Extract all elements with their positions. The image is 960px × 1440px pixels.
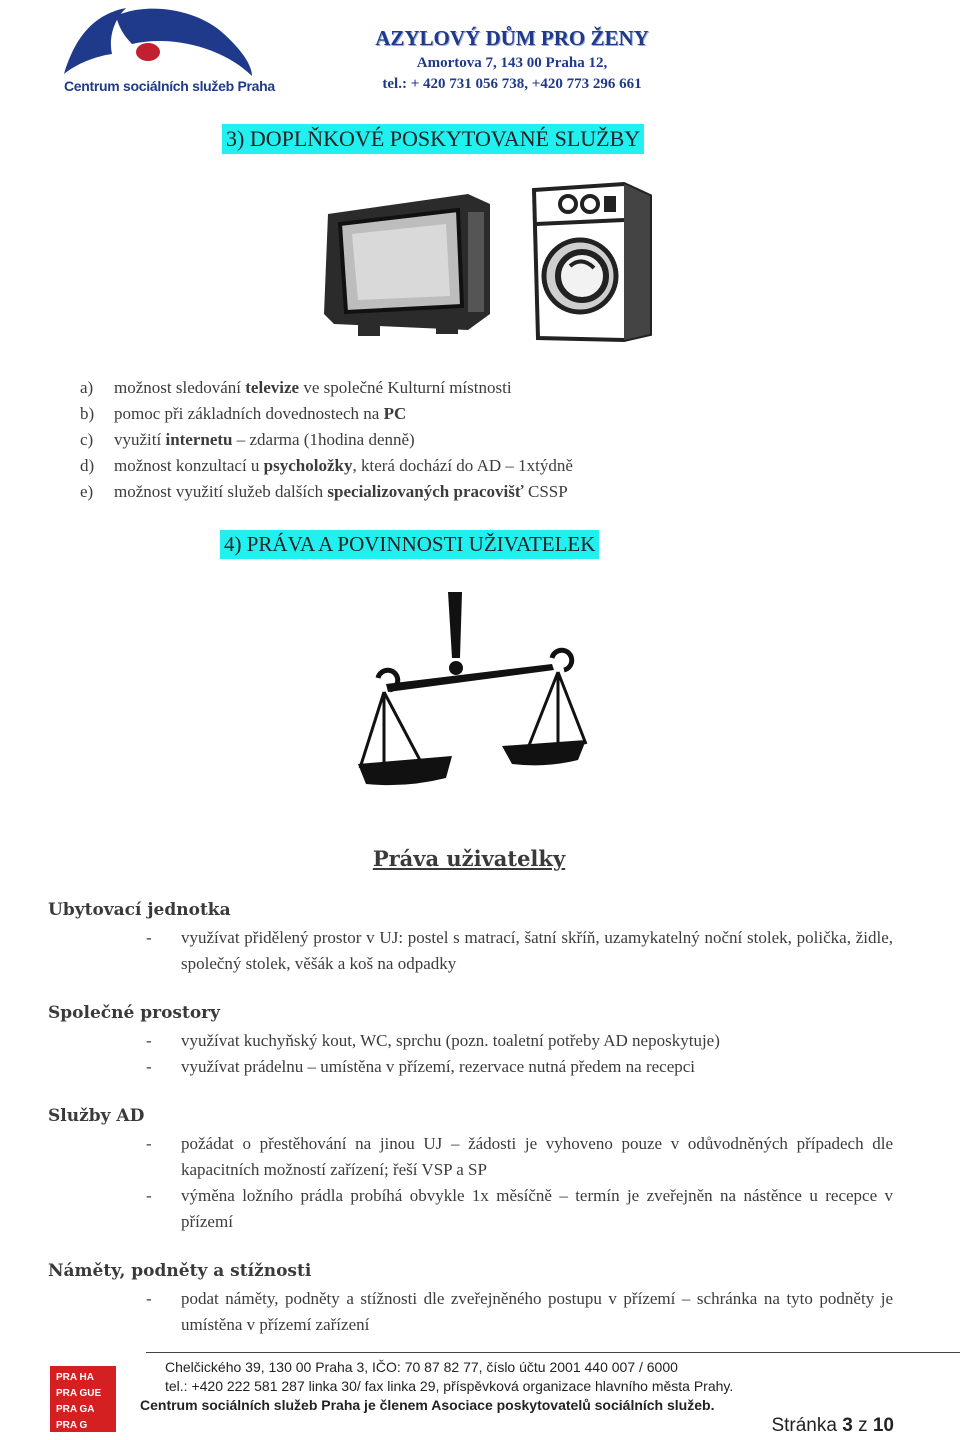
television-icon — [318, 184, 498, 342]
bullet-text: využívat prádelnu – umístěna v přízemí, rezervace nutná předem na recepci — [181, 1057, 696, 1076]
svg-text:PRA GUE: PRA GUE — [56, 1388, 102, 1399]
group-title-services: Služby AD — [48, 1106, 145, 1126]
washing-machine-icon — [524, 180, 658, 344]
header-phone: tel.: + 420 731 056 738, +420 773 296 661 — [382, 76, 642, 92]
bullet-text: podat náměty, podněty a stížnosti dle zveřejněného postupu v přízemí – schránka na tyto podněty je umístěna v přízemí zařízení — [181, 1289, 893, 1334]
section-heading-services: 3) DOPLŇKOVÉ POSKYTOVANÉ SLUŽBY — [222, 124, 644, 154]
list-item: c) využití internetu – zdarma (1hodina denně) — [80, 430, 415, 449]
footer-contact: tel.: +420 222 581 287 linka 30/ fax linka 29, příspěvková organizace hlavního města Prahy. — [165, 1378, 734, 1394]
bullet-text: využívat přidělený prostor v UJ: postel s matrací, šatní skříň, uzamykatelný noční stolek, polička, židle, společný stolek, věšák a koš na odpadky — [181, 928, 893, 973]
logo-text: Centrum sociálních služeb Praha — [64, 78, 275, 94]
footer-membership: Centrum sociálních služeb Praha je členem Asociace poskytovatelů sociálních služeb. — [140, 1397, 715, 1413]
scales-of-justice-icon — [356, 588, 588, 794]
praha-logo-graphic — [50, 1366, 116, 1432]
group-title-common: Společné prostory — [48, 1003, 221, 1023]
footer-address: Chelčického 39, 130 00 Praha 3, IČO: 70 87 82 77, číslo účtu 2001 440 007 / 6000 — [165, 1359, 678, 1375]
section-heading-rights: 4) PRÁVA A POVINNOSTI UŽIVATELEK — [220, 530, 599, 559]
list-item: b) pomoc při základních dovednostech na PC — [80, 404, 407, 423]
praha-logo — [50, 1366, 116, 1432]
header-title: AZYLOVÝ DŮM PRO ŽENY — [375, 26, 649, 50]
list-item: a) možnost sledování televize ve společné Kulturní místnosti — [80, 378, 512, 397]
svg-text:PRA G: PRA G — [56, 1420, 88, 1431]
header-address: Amortova 7, 143 00 Praha 12, — [416, 55, 608, 71]
page-number: Stránka 3 z 10 — [771, 1415, 894, 1436]
svg-text:PRA GA: PRA GA — [56, 1404, 95, 1415]
bullet-text: požádat o přestěhování na jinou UJ – žádosti je vyhoveno pouze v odůvodněných případech dle kapacitních možností zařízení; řeší VSP a SP — [181, 1134, 893, 1179]
list-item: e) možnost využití služeb dalších specializovaných pracovišť CSSP — [80, 482, 568, 501]
list-item: d) možnost konzultací u psycholožky, která dochází do AD – 1xtýdně — [80, 456, 573, 475]
svg-text:PRA HA: PRA HA — [56, 1372, 94, 1383]
organization-logo — [56, 4, 276, 96]
services-list — [80, 375, 573, 505]
group-title-unit: Ubytovací jednotka — [48, 900, 231, 920]
bullet-text: výměna ložního prádla probíhá obvykle 1x měsíčně – termín je zveřejněn na nástěnce u recepce v přízemí — [181, 1186, 893, 1231]
footer-divider — [146, 1352, 960, 1353]
bullet-text: využívat kuchyňský kout, WC, sprchu (pozn. toaletní potřeby AD neposkytuje) — [181, 1031, 720, 1050]
group-title-complaints: Náměty, podněty a stížnosti — [48, 1261, 312, 1281]
rights-title: Práva uživatelky — [372, 846, 566, 871]
